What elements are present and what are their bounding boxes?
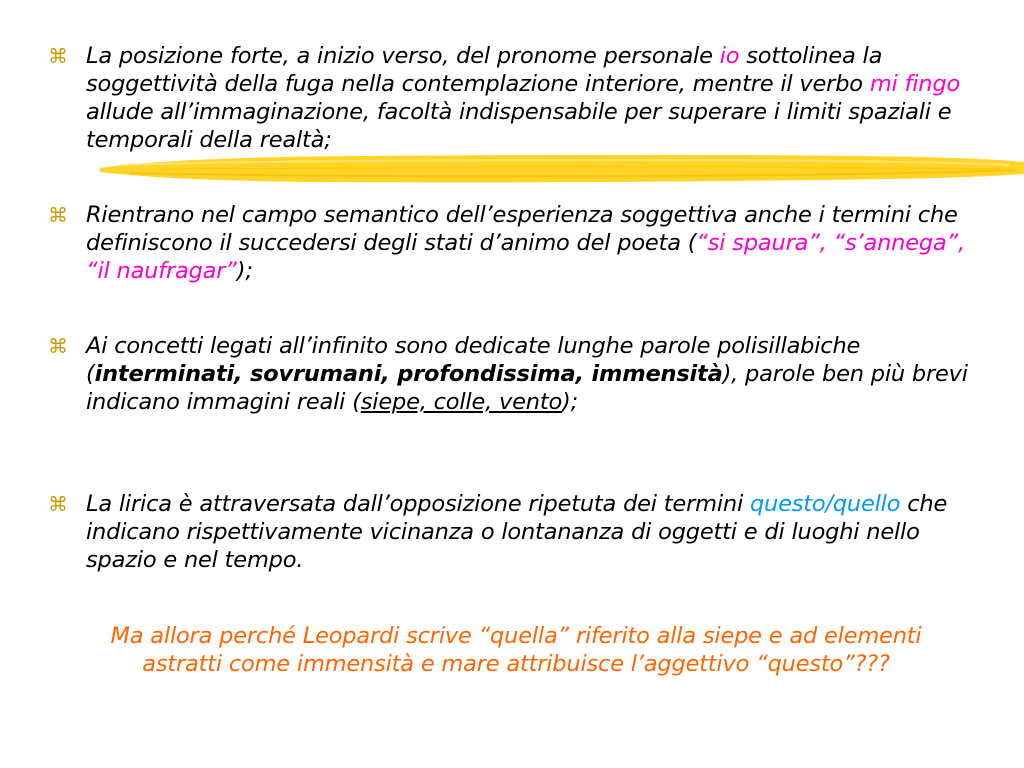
highlight-questo-quello: questo/quello <box>749 491 901 517</box>
command-key-icon: ⌘ <box>48 44 68 68</box>
highlight-mi-fingo: mi fingo <box>869 71 961 97</box>
bullet-item-4 <box>48 490 988 574</box>
bullet-item-3 <box>48 332 988 416</box>
command-key-icon: ⌘ <box>48 492 68 516</box>
yellow-brush-stroke <box>100 152 1024 186</box>
bullet-text-2: Rientrano nel campo semantico dell’esperienza soggettiva anche i termini che definiscono il succedersi degli stati d’animo del poeta (“si spaura”, “s’annega”, “il naufragar”); <box>86 202 965 284</box>
bullet-text-3: Ai concetti legati all’infinito sono dedicate lunghe parole polisillabiche (interminati, sovrumani, profondissima, immensità), parole ben più brevi indicano immagini reali (siepe, colle, vento); <box>86 333 968 415</box>
bullet-item-1 <box>48 42 988 154</box>
bold-words: interminati, sovrumani, profondissima, immensità <box>94 361 723 387</box>
bullet-text-4: La lirica è attraversata dall’opposizione ripetuta dei termini questo/quello che indicano rispettivamente vicinanza o lontananza di oggetti e di luoghi nello spazio e nel tempo. <box>86 491 948 573</box>
bullet-item-2 <box>48 201 988 285</box>
bullet-text-1: La posizione forte, a inizio verso, del pronome personale io sottolinea la soggettività della fuga nella contemplazione interiore, mentre il verbo mi fingo allude all’immaginazione, facoltà indispensabile per superare i limiti spaziali e temporali della realtà; <box>86 43 961 153</box>
command-key-icon: ⌘ <box>48 203 68 227</box>
closing-question: Ma allora perché Leopardi scrive “quella” riferito alla siepe e ad elementi astratti come immensità e mare attribuisce l’aggettivo “questo”??? <box>110 623 922 677</box>
highlight-quotes: “si spaura”, “s’annega”, “il naufragar” <box>86 230 965 284</box>
highlight-io: io <box>719 43 740 69</box>
command-key-icon: ⌘ <box>48 334 68 358</box>
underlined-words: siepe, colle, vento <box>360 389 563 415</box>
